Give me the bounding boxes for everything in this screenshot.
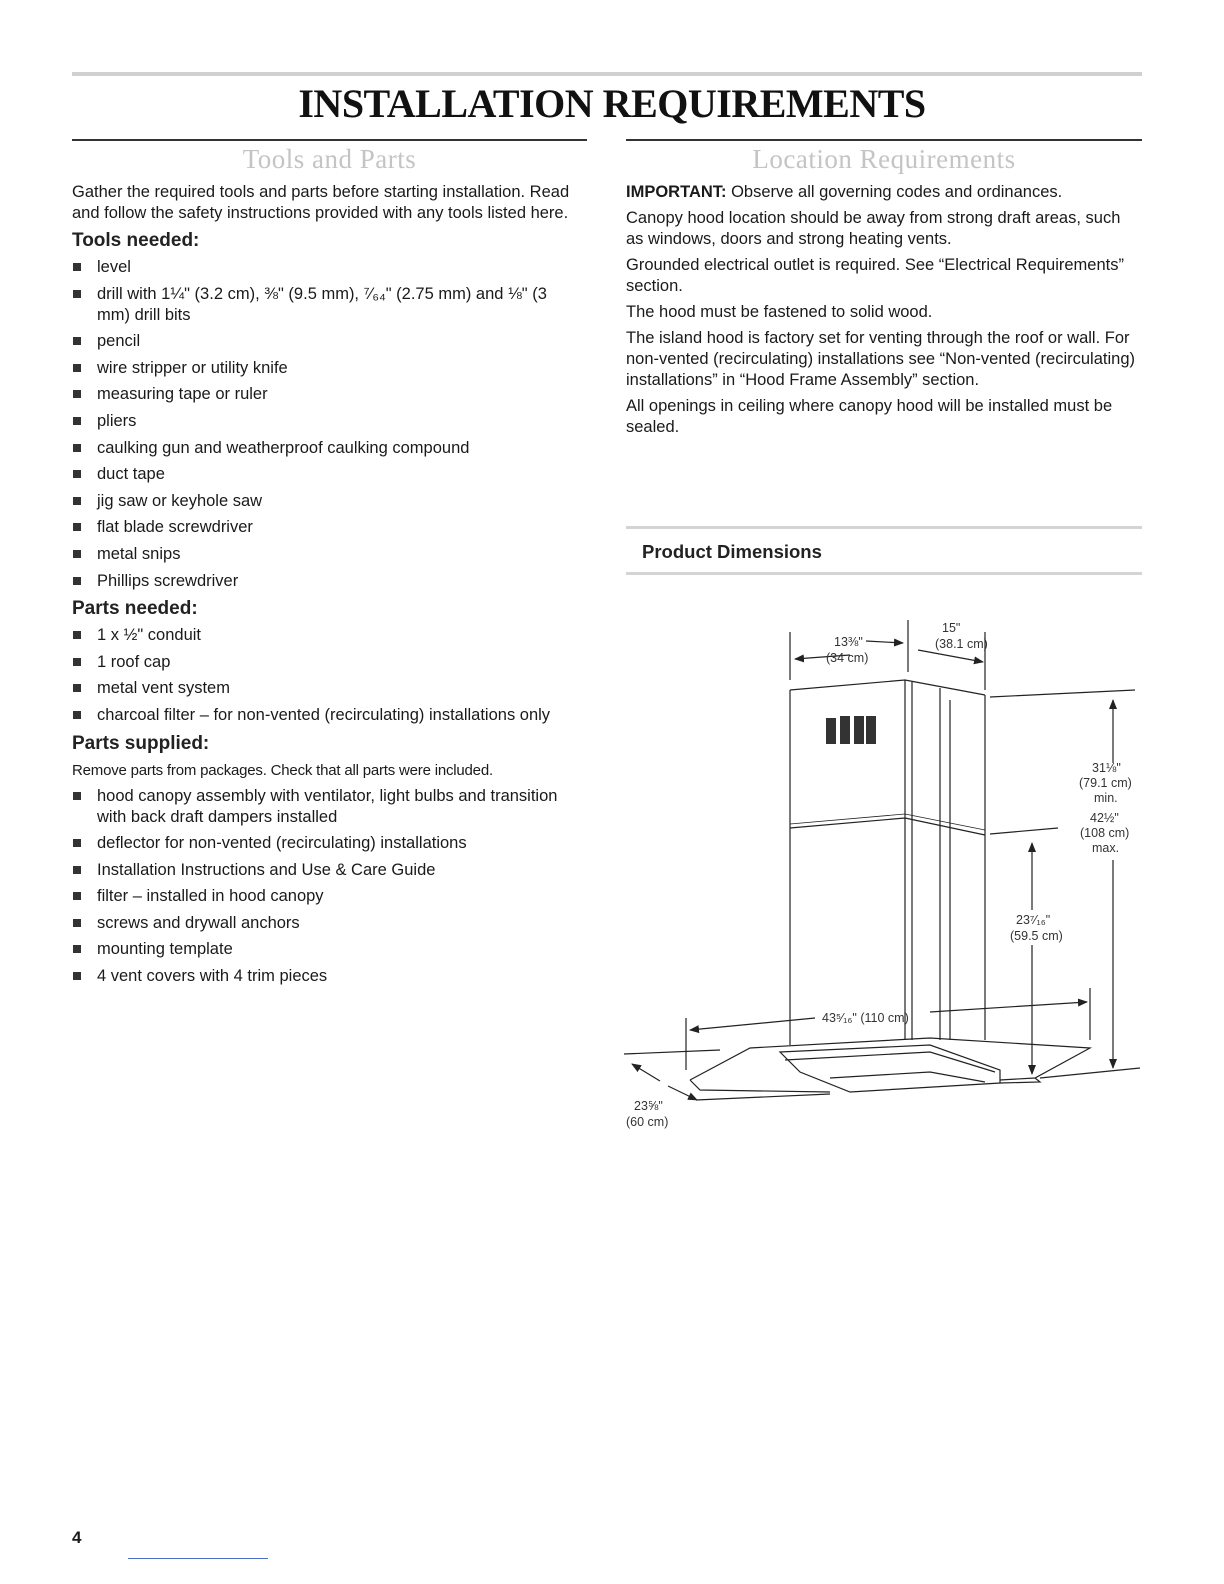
important-paragraph: [626, 182, 1141, 203]
list-item: charcoal filter – for non-vented (recirculating) installations only: [72, 705, 582, 726]
canopy-depth-inches: 23⅝": [634, 1099, 663, 1113]
list-item: filter – installed in hood canopy: [72, 886, 582, 907]
list-item: wire stripper or utility knife: [72, 358, 582, 379]
list-item: hood canopy assembly with ventilator, light bulbs and transition with back draft dampers installed: [72, 786, 582, 828]
vent-grille-icon: [826, 716, 876, 744]
parts-supplied-heading: Parts supplied:: [72, 732, 210, 754]
paragraph: Grounded electrical outlet is required. See “Electrical Requirements” section.: [626, 256, 1124, 295]
lower-height-cm: (59.5 cm): [1010, 929, 1063, 943]
canopy-width-label: 43⁵⁄₁₆" (110 cm): [822, 1011, 909, 1025]
chimney-width-inches: 15": [942, 621, 961, 635]
product-dimensions-title: Product Dimensions: [642, 541, 822, 562]
paragraph: The island hood is factory set for venting through the roof or wall. For non-vented (recirculating) installations see “Non-vented (recirculating) installations” in “Hood Frame Assembly” section.: [626, 329, 1135, 389]
list-item: jig saw or keyhole saw: [72, 491, 582, 512]
paragraph: The hood must be fastened to solid wood.: [626, 303, 933, 321]
product-dimensions-box: [626, 526, 1142, 575]
list-item: pencil: [72, 331, 582, 352]
list-item: pliers: [72, 411, 582, 432]
hood-dimensions-diagram: [600, 600, 1160, 1140]
list-item: caulking gun and weatherproof caulking compound: [72, 438, 582, 459]
page-title: INSTALLATION REQUIREMENTS: [298, 81, 926, 126]
list-item: 1 roof cap: [72, 652, 582, 673]
tools-list: [72, 257, 582, 592]
dimensions-bottom-rule: [626, 572, 1142, 575]
height-min-label: min.: [1094, 791, 1118, 805]
top-rule: [72, 72, 1142, 76]
height-max-label: max.: [1092, 841, 1120, 855]
paragraph: Canopy hood location should be away from strong draft areas, such as windows, doors and strong heating vents.: [626, 209, 1121, 248]
lower-height-inches: 23⁷⁄₁₆": [1016, 913, 1051, 927]
intro-paragraph: Gather the required tools and parts before starting installation. Read and follow the safety instructions provided with any tools listed here.: [72, 183, 570, 222]
parts-needed-heading: Parts needed:: [72, 598, 198, 620]
list-item: measuring tape or ruler: [72, 384, 582, 405]
list-item: Phillips screwdriver: [72, 571, 582, 592]
parts-supplied-note: Remove parts from packages. Check that all parts were included.: [72, 761, 493, 779]
important-text: Observe all governing codes and ordinances.: [726, 183, 1063, 201]
list-item: metal vent system: [72, 678, 582, 699]
list-item: 4 vent covers with 4 trim pieces: [72, 966, 582, 987]
list-item: screws and drywall anchors: [72, 913, 582, 934]
canopy-depth-cm: (60 cm): [626, 1115, 669, 1129]
tools-and-parts-heading: Tools and Parts: [242, 144, 417, 174]
list-item: Installation Instructions and Use & Care Guide: [72, 860, 582, 881]
location-requirements-heading: Location Requirements: [752, 144, 1016, 174]
height-min-inches: 31⅛": [1092, 761, 1121, 775]
supplied-list: [72, 786, 582, 988]
location-requirements-column: [626, 182, 1141, 443]
tools-needed-heading: Tools needed:: [72, 230, 200, 251]
chimney-depth-inches: 13⅜": [834, 635, 863, 649]
chimney-depth-cm: (34 cm): [826, 651, 869, 665]
height-min-cm: (79.1 cm): [1079, 776, 1132, 790]
parts-list: [72, 625, 582, 726]
paragraph: All openings in ceiling where canopy hood will be installed must be sealed.: [626, 397, 1113, 436]
list-item: duct tape: [72, 464, 582, 485]
left-section-rule: [72, 139, 587, 141]
list-item: metal snips: [72, 544, 582, 565]
list-item: level: [72, 257, 582, 278]
page-number: 4: [72, 1528, 82, 1547]
chimney-width-cm: (38.1 cm): [935, 637, 988, 651]
height-max-cm: (108 cm): [1080, 826, 1130, 840]
footer-rule: [128, 1558, 268, 1559]
list-item: deflector for non-vented (recirculating) installations: [72, 833, 582, 854]
height-max-inches: 42½": [1090, 811, 1119, 825]
important-label: IMPORTANT:: [626, 183, 727, 201]
list-item: mounting template: [72, 939, 582, 960]
list-item: flat blade screwdriver: [72, 517, 582, 538]
tools-and-parts-column: [72, 182, 582, 993]
list-item: drill with 1¼" (3.2 cm), ⅜" (9.5 mm), ⁷⁄₆₄" (2.75 mm) and ⅛" (3 mm) drill bits: [72, 284, 582, 326]
list-item: 1 x ½" conduit: [72, 625, 582, 646]
right-section-rule: [626, 139, 1142, 141]
